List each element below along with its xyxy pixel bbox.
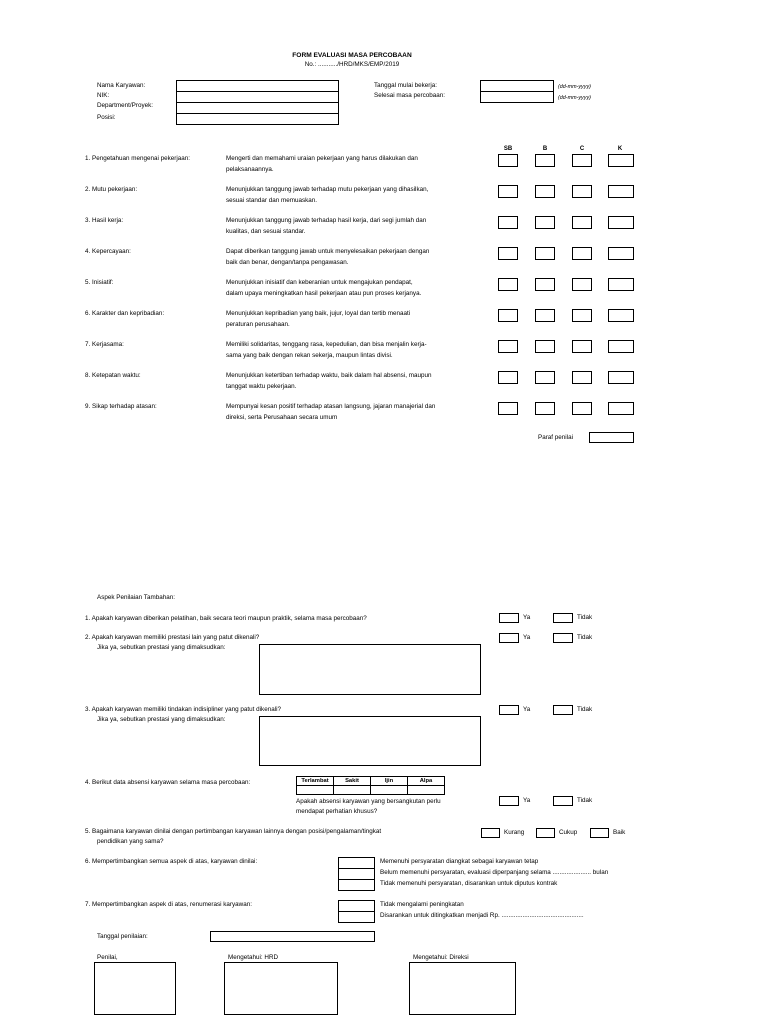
option-baik-checkbox[interactable] [590,828,609,838]
criterion-desc: tanggat waktu pekerjaan. [226,383,297,390]
criterion-desc: Menunjukkan inisiatif dan keberanian untuk mengajukan pendapat, [226,279,413,286]
form-title: FORM EVALUASI MASA PERCOBAAN [292,52,412,59]
criterion-desc: baik dan benar, dengan/tanpa pengawasan. [226,259,349,266]
attendance-header-absent: Alpa [408,777,445,786]
rating-box-c[interactable] [572,340,592,353]
rating-box-k[interactable] [608,371,634,384]
criterion-label: 3. Hasil kerja: [85,217,124,224]
criterion-desc: pelaksanaannya. [226,166,274,173]
employee-position-label: Posisi: [97,114,116,121]
decision-box-terminate[interactable] [338,879,375,891]
criterion-label: 9. Sikap terhadap atasan: [85,403,157,410]
criterion-desc: Dapat diberikan tanggung jawab untuk menyelesaikan pekerjaan dengan [226,248,430,255]
employee-department-label: Department/Proyek: [97,102,153,109]
signature-label-assessor: Penilai, [97,954,118,961]
question-6: 6. Mempertimbangkan semua aspek di atas, karyawan dinilai: [85,858,258,865]
criterion-label: 1. Pengetahuan mengenai pekerjaan: [85,155,191,162]
end-date-hint: (dd-mm-yyyy) [558,95,591,101]
rating-box-sb[interactable] [498,154,518,167]
rating-box-c[interactable] [572,154,592,167]
rating-box-c[interactable] [572,371,592,384]
rating-box-sb[interactable] [498,371,518,384]
rating-box-sb[interactable] [498,216,518,229]
end-date-label: Selesai masa percobaan: [374,92,446,99]
question-3: 3. Apakah karyawan memiliki tindakan indisipliner yang patut dikenali? [85,706,282,713]
achievement-textarea[interactable] [259,644,481,695]
discipline-textarea[interactable] [259,716,481,766]
question-7: 7. Mempertimbangkan aspek di atas, renumerasi karyawan: [85,901,252,908]
decision-option: Belum memenuhi persyaratan, evaluasi diperpanjang selama ...................... bulan [380,869,609,876]
attendance-header-permit: Ijin [371,777,408,786]
question-1: 1. Apakah karyawan diberikan pelatihan, baik secara teori maupun praktik, selama masa percobaan? [85,615,367,622]
employee-nik-label: NIK: [97,92,110,99]
rating-box-k[interactable] [608,278,634,291]
criterion-label: 5. Inisiatif: [85,279,114,286]
no-checkbox[interactable] [553,613,573,623]
criterion-desc: Menunjukkan tanggung jawab terhadap hasil kerja, dari segi jumlah dan [226,217,427,224]
remuneration-option: Tidak mengalami peningkatan [380,901,464,908]
criterion-desc: sama yang baik dengan rekan sekerja, maupun lintas divisi. [226,352,393,359]
start-date-hint: (dd-mm-yyyy) [558,84,591,90]
rating-box-c[interactable] [572,216,592,229]
rating-box-b[interactable] [535,309,555,322]
rating-box-sb[interactable] [498,278,518,291]
yes-label: Ya [523,797,531,804]
question-2: 2. Apakah karyawan memiliki prestasi lain yang patut dikenali? [85,634,260,641]
no-checkbox[interactable] [553,633,573,643]
yes-checkbox[interactable] [499,796,519,806]
yes-label: Ya [523,634,531,641]
attendance-cell-sick[interactable] [334,786,371,795]
rating-box-k[interactable] [608,340,634,353]
attendance-table [296,776,445,795]
question-4-sub: Apakah absensi karyawan yang bersangkutan perlu [296,798,441,805]
additional-title: Aspek Penilaian Tambahan: [97,594,175,601]
rating-box-k[interactable] [608,247,634,260]
rating-box-c[interactable] [572,185,592,198]
criterion-desc: Mempunyai kesan positif terhadap atasan langsung, jajaran manajerial dan [226,403,436,410]
rating-box-sb[interactable] [498,402,518,415]
remuneration-box-increase[interactable] [338,911,375,923]
rating-box-k[interactable] [608,154,634,167]
attendance-header-late: Terlambat [297,777,334,786]
rating-box-sb[interactable] [498,247,518,260]
question-3-sub: Jika ya, sebutkan prestasi yang dimaksudkan: [97,716,226,723]
signature-label-hrd: Mengetahui: HRD [228,954,279,961]
no-label: Tidak [577,634,593,641]
employee-position-field[interactable] [176,113,339,125]
criterion-desc: Menunjukkan kepribadian yang baik, jujur, loyal dan tertib menaati [226,310,411,317]
assessment-date-field[interactable] [210,931,375,942]
yes-checkbox[interactable] [499,613,519,623]
rating-box-c[interactable] [572,247,592,260]
option-baik-label: Baik [613,829,626,836]
rating-header-sb: SB [503,146,513,152]
signature-label-direksi: Mengetahui: Direksi [413,954,469,961]
rating-box-c[interactable] [572,278,592,291]
criterion-desc: dalam upaya meningkatkan hasil pekerjaan atau pun proses kerjanya. [226,290,422,297]
criterion-desc: Menunjukkan ketertiban terhadap waktu, baik dalam hal absensi, maupun [226,372,432,379]
option-cukup-checkbox[interactable] [536,828,555,838]
criterion-label: 8. Ketepatan waktu: [85,372,141,379]
option-kurang-label: Kurang [504,829,525,836]
rating-header-c: C [579,146,585,152]
rating-box-b[interactable] [535,247,555,260]
yes-checkbox[interactable] [499,705,519,715]
criterion-desc: Mengerti dan memahami uraian pekerjaan yang harus dilakukan dan [226,155,418,162]
yes-label: Ya [523,614,531,621]
no-checkbox[interactable] [553,705,573,715]
criterion-label: 7. Kerjasama: [85,341,124,348]
option-kurang-checkbox[interactable] [481,828,500,838]
form-number: No.: .........../HRD/MKS/EMP/2019 [304,61,400,68]
criterion-label: 2. Mutu pekerjaan: [85,186,138,193]
attendance-cell-late[interactable] [297,786,334,795]
question-4-sub: mendapat perhatian khusus? [296,808,378,815]
rating-box-c[interactable] [572,309,592,322]
rating-box-b[interactable] [535,278,555,291]
rating-box-k[interactable] [608,216,634,229]
remuneration-option: Disarankan untuk ditingkatkan menjadi Rp. ............................................... [380,912,584,919]
rating-header-k: K [617,146,623,152]
no-checkbox[interactable] [553,796,573,806]
rating-box-sb[interactable] [498,185,518,198]
rating-box-b[interactable] [535,402,555,415]
end-date-field[interactable] [480,91,554,103]
criterion-desc: kualitas, dan sesuai standar. [226,228,306,235]
criterion-desc: direksi, serta Perusahaan secara umum [226,414,338,421]
criterion-desc: sesuai standar dan memuaskan. [226,197,318,204]
rating-box-c[interactable] [572,402,592,415]
signature-box-direksi[interactable] [409,962,516,1015]
question-5: 5. Bagaimana karyawan dinilai dengan pertimbangan karyawan lainnya dengan posisi/pengalaman/tingkat [85,828,382,835]
question-4: 4. Berikut data absensi karyawan selama masa percobaan: [85,779,251,786]
rating-box-sb[interactable] [498,309,518,322]
start-date-label: Tanggal mulai bekerja: [374,82,438,89]
criterion-label: 6. Karakter dan kepribadian: [85,310,165,317]
rating-box-k[interactable] [608,402,634,415]
question-2-sub: Jika ya, sebutkan prestasi yang dimaksudkan: [97,644,226,651]
rating-header-b: B [542,146,548,152]
criterion-desc: Memiliki solidaritas, tenggang rasa, kepedulian, dan bisa menjalin kerja- [226,341,427,348]
rating-box-k[interactable] [608,309,634,322]
rating-box-sb[interactable] [498,340,518,353]
criterion-desc: Menunjukkan tanggung jawab terhadap mutu pekerjaan yang dihasilkan, [226,186,429,193]
employee-name-label: Nama Karyawan: [97,82,146,89]
rating-box-k[interactable] [608,185,634,198]
assessment-date-label: Tanggal penilaian: [97,933,148,940]
rating-box-b[interactable] [535,154,555,167]
criterion-desc: peraturan perusahaan. [226,321,290,328]
criterion-label: 4. Kepercayaan: [85,248,131,255]
rating-box-b[interactable] [535,340,555,353]
rating-box-b[interactable] [535,185,555,198]
attendance-cell-absent[interactable] [408,786,445,795]
no-label: Tidak [577,706,593,713]
paraf-label: Paraf penilai [538,434,574,441]
signature-box-assessor[interactable] [94,962,176,1015]
yes-checkbox[interactable] [499,633,519,643]
attendance-header-sick: Sakit [334,777,371,786]
option-cukup-label: Cukup [559,829,578,836]
signature-box-hrd[interactable] [224,962,338,1015]
decision-option: Tidak memenuhi persyaratan, disarankan untuk diputus kontrak [380,880,558,887]
rating-box-b[interactable] [535,216,555,229]
no-label: Tidak [577,614,593,621]
yes-label: Ya [523,706,531,713]
question-5-cont: pendidikan yang sama? [97,838,164,845]
rating-box-b[interactable] [535,371,555,384]
no-label: Tidak [577,797,593,804]
decision-option: Memenuhi persyaratan diangkat sebagai karyawan tetap [380,858,539,865]
paraf-field[interactable] [589,432,634,443]
attendance-cell-permit[interactable] [371,786,408,795]
